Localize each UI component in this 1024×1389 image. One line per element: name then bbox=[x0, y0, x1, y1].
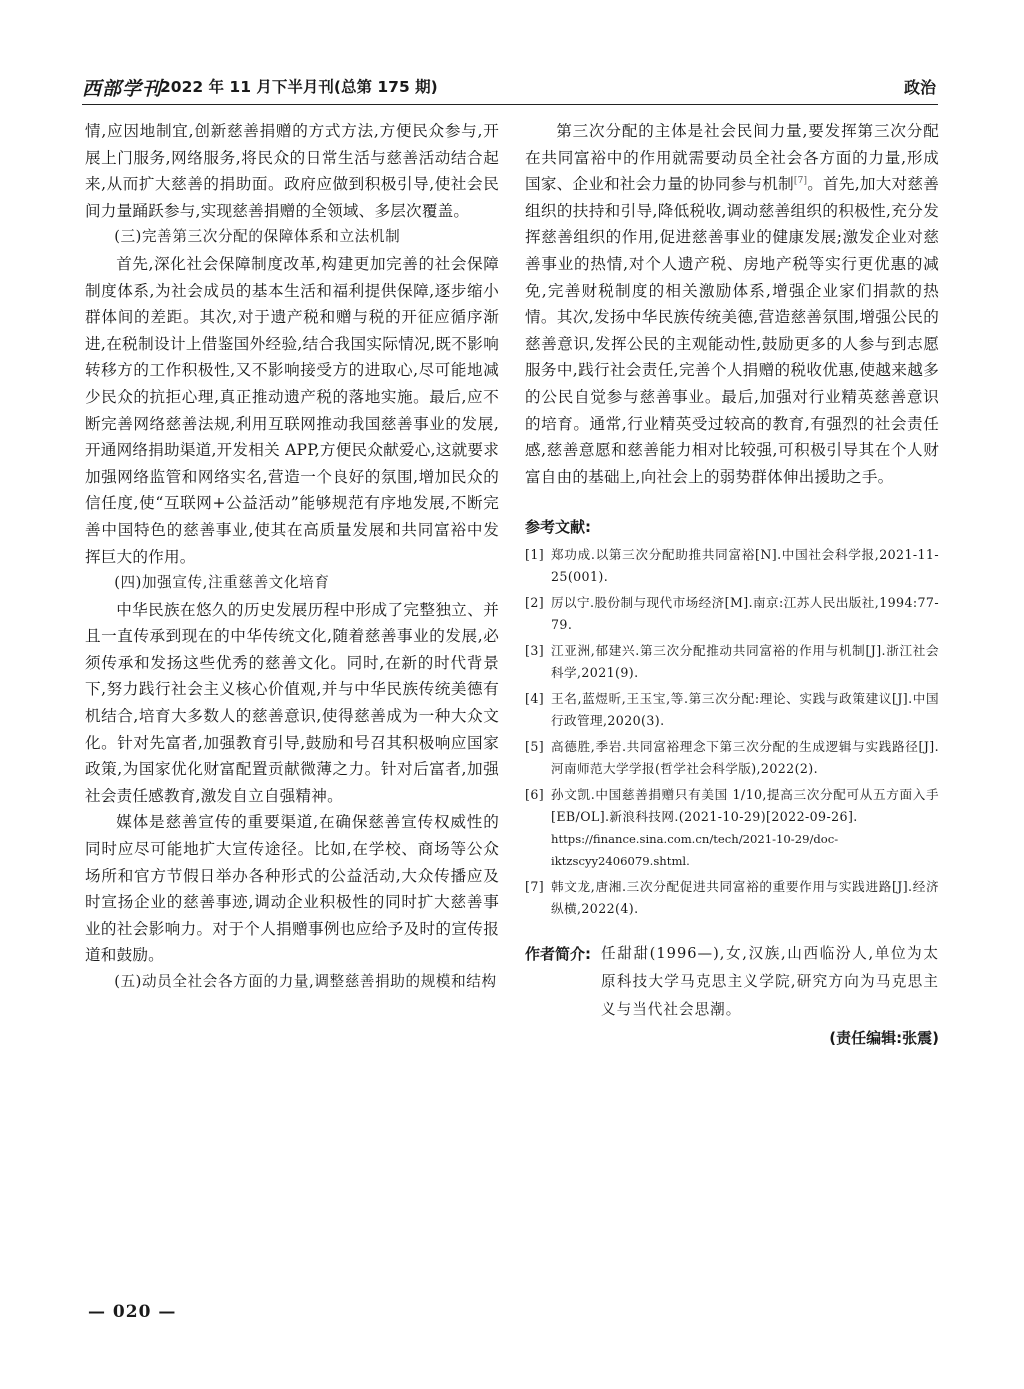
reference-text: 韩文龙,唐湘.三次分配促进共同富裕的重要作用与实践进路[J].经济纵横,2022(4). bbox=[551, 879, 939, 917]
reference-item bbox=[525, 688, 939, 732]
reference-number: [3] bbox=[525, 643, 545, 659]
author-label: 作者简介: bbox=[525, 945, 591, 964]
reference-item bbox=[525, 876, 939, 920]
author-bio: 任甜甜(1996—),女,汉族,山西临汾人,单位为太原科技大学马克思主义学院,研究方向为马克思主义与当代社会思潮。 bbox=[601, 945, 939, 1019]
reference-text: 王名,蓝煜昕,王玉宝,等.第三次分配:理论、实践与政策建议[J].中国行政管理,2020(3). bbox=[551, 691, 939, 729]
reference-number: [2] bbox=[525, 595, 545, 611]
paragraph: 首先,深化社会保障制度改革,构建更加完善的社会保障制度体系,为社会成员的基本生活和福利提供保障,逐步缩小群体间的差距。其次,对于遗产税和赠与税的开征应循序渐进,在税制设计上借鉴国外经验,结合我国实际情况,既不影响转移方的工作积极性,又不影响接受方的进取心,尽可能地减少民众的抗拒心理,真正推动遗产税的落地实施。最后,应不断完善网络慈善法规,利用互联网推动我国慈善事业的发展,开通网络捐助渠道,开发相关 APP,方便民众献爱心,这就要求加强网络监管和网络实名,营造一个良好的氛围,增加民众的信任度,使“互联网+公益活动”能够规范有序地发展,不断完善中国特色的慈善事业,使其在高质量发展和共同富裕中发挥巨大的作用。 bbox=[85, 254, 499, 566]
reference-item bbox=[525, 592, 939, 636]
reference-number: [6] bbox=[525, 787, 545, 803]
paragraph: 情,应因地制宜,创新慈善捐赠的方式方法,方便民众参与,开展上门服务,网络服务,将民众的日常生活与慈善活动结合起来,从而扩大慈善的捐助面。政府应做到积极引导,使社会民间力量踊跃参与,实现慈善捐赠的全领域、多层次覆盖。 bbox=[85, 122, 499, 220]
paragraph-text: 。首先,加大对慈善组织的扶持和引导,降低税收,调动慈善组织的积极性,充分发挥慈善组织的作用,促进慈善事业的健康发展;激发企业对慈善事业的热情,对个人遗产税、房地产税等实行更优惠的减免,完善财税制度的相关激励体系,增强企业家们捐款的热情。其次,发扬中华民族传统美德,营造慈善氛围,增强公民的慈善意识,发挥公民的主观能动性,鼓励更多的人参与到志愿服务中,践行社会责任,完善个人捐赠的税收优惠,使越来越多的公民自觉参与慈善事业。最后,加强对行业精英慈善意识的培育。通常,行业精英受过较高的教育,有强烈的社会责任感,慈善意愿和慈善能力相对比较强,可积极引导其在个人财富自由的基础上,向社会上的弱势群体伸出援助之手。 bbox=[525, 175, 939, 486]
reference-item bbox=[525, 784, 939, 872]
reference-number: [1] bbox=[525, 547, 545, 563]
reference-text: 郑功成.以第三次分配助推共同富裕[N].中国社会科学报,2021-11-25(001). bbox=[551, 547, 939, 585]
reference-number: [7] bbox=[525, 879, 545, 895]
page-header bbox=[82, 72, 938, 105]
paragraph: 媒体是慈善宣传的重要渠道,在确保慈善宣传权威性的同时应尽可能地扩大宣传途径。比如,在学校、商场等公众场所和官方节假日举办各种形式的公益活动,大众传播应及时宣扬企业的慈善事迹,调动企业积极性的同时扩大慈善事业的社会影响力。对于个人捐赠事例也应给予及时的宣传报道和鼓励。 bbox=[85, 813, 499, 965]
reference-url[interactable]: https://finance.sina.com.cn/tech/2021-10-29/doc-iktzscyy2406079.shtml. bbox=[551, 832, 839, 869]
paragraph: 中华民族在悠久的历史发展历程中形成了完整独立、并且一直传承到现在的中华传统文化,随着慈善事业的发展,必须传承和发扬这些优秀的慈善文化。同时,在新的时代背景下,努力践行社会主义核心价值观,并与中华民族传统美德有机结合,培育大多数人的慈善意识,使得慈善成为一种大众文化。针对先富者,加强教育引导,鼓励和号召其积极响应国家政策,为国家优化财富配置贡献微薄之力。针对后富者,加强社会责任感教育,激发自立自强精神。 bbox=[85, 600, 499, 805]
reference-text: 高德胜,季岩.共同富裕理念下第三次分配的生成逻辑与实践路径[J].河南师范大学学报(哲学社会科学版),2022(2). bbox=[551, 739, 939, 777]
reference-item bbox=[525, 544, 939, 588]
journal-issue: 2022 年 11 月下半月刊(总第 175 期) bbox=[160, 78, 438, 96]
journal-logo: 西部学刊 bbox=[82, 78, 163, 100]
reference-number: [4] bbox=[525, 691, 545, 707]
editor-note: (责任编辑:张震) bbox=[829, 1029, 939, 1048]
left-column bbox=[85, 118, 499, 996]
page-number: — 020 — bbox=[88, 1302, 177, 1322]
section-heading: (五)动员全社会各方面的力量,调整慈善捐助的规模和结构 bbox=[114, 973, 497, 990]
reference-text: 孙文凯.中国慈善捐赠只有美国 1/10,提高三次分配可从五方面入手[EB/OL].新浪科技网.(2021-10-29)[2022-09-26]. bbox=[551, 787, 939, 825]
reference-item bbox=[525, 640, 939, 684]
right-column bbox=[525, 118, 939, 1052]
reference-number: [5] bbox=[525, 739, 545, 755]
reference-text: 厉以宁.股份制与现代市场经济[M].南京:江苏人民出版社,1994:77-79. bbox=[551, 595, 939, 633]
paragraph bbox=[525, 118, 939, 490]
reference-item bbox=[525, 736, 939, 780]
section-name: 政治 bbox=[903, 78, 936, 97]
author-info bbox=[525, 940, 939, 1052]
paragraph-text: 第三次分配的主体是社会民间力量,要发挥第三次分配在共同富裕中的作用就需要动员全社会各方面的力量,形成国家、企业和社会力量的协同参与机制 bbox=[525, 122, 939, 194]
section-heading: (四)加强宣传,注重慈善文化培育 bbox=[114, 574, 330, 592]
section-heading: (三)完善第三次分配的保障体系和立法机制 bbox=[114, 228, 401, 246]
reference-text: 江亚洲,郁建兴.第三次分配推动共同富裕的作用与机制[J].浙江社会科学,2021(9). bbox=[551, 643, 939, 681]
citation-superscript: [7] bbox=[793, 176, 808, 186]
references-title: 参考文献: bbox=[525, 518, 591, 537]
references-list bbox=[525, 544, 939, 920]
